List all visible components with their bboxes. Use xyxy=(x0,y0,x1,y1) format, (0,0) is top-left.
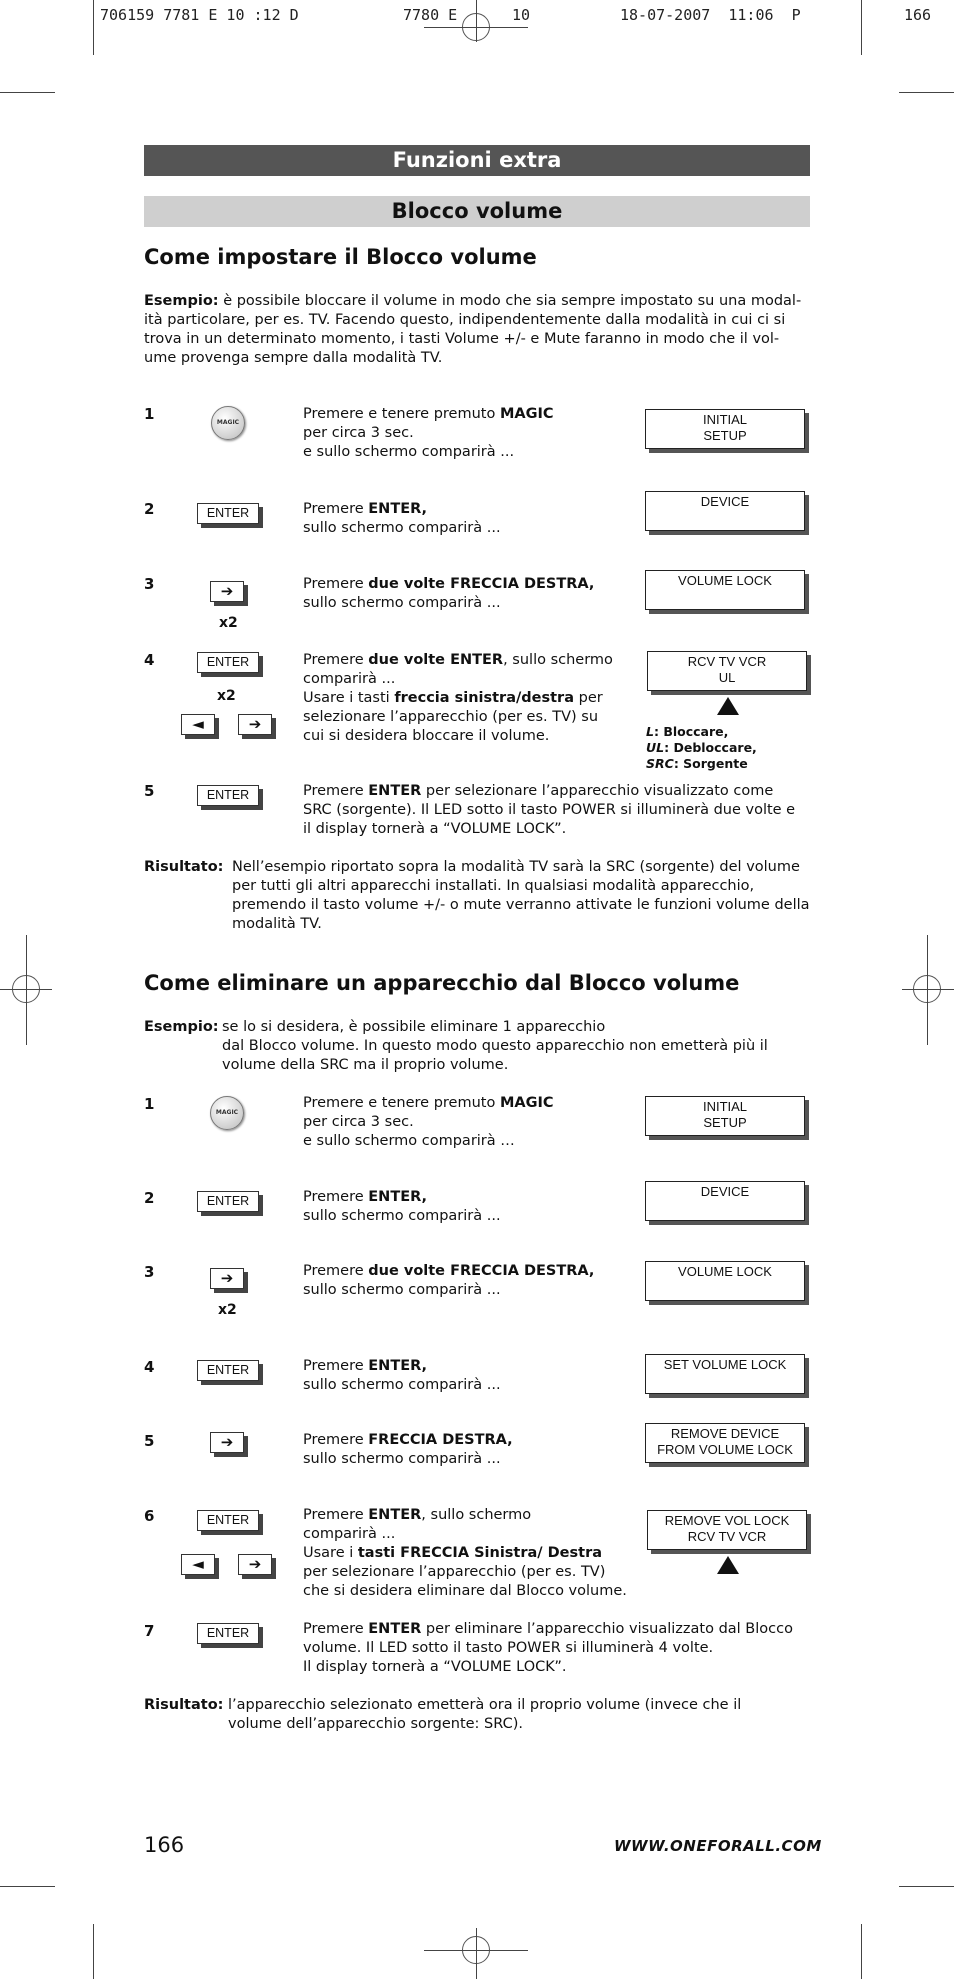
print-page: 166 xyxy=(904,6,932,24)
section-title: Funzioni extra xyxy=(144,145,810,176)
step-description: Premere due volte ENTER, sullo schermo comparirà ... Usare i tasti freccia sinistra/destra per selezionare l’apparecchio (per es. TV) su cui si desidera bloccare il volume. xyxy=(303,652,613,744)
right-arrow-icon: ➔ xyxy=(238,1554,272,1575)
step-number: 7 xyxy=(144,1622,155,1640)
lcd-display xyxy=(645,1354,805,1394)
registration-line xyxy=(26,935,27,1045)
example-line: ità particolare, per es. TV. Facendo questo, indipendentemente dalla modalità in cui ci si xyxy=(144,312,786,328)
step-number: 1 xyxy=(144,1095,155,1113)
lcd-display xyxy=(647,651,807,691)
crop-mark xyxy=(899,92,954,93)
lcd-display xyxy=(645,409,805,449)
left-arrow-icon: ◄ xyxy=(181,714,215,735)
example-line: è possibile bloccare il volume in modo che sia sempre impostato su una modal- xyxy=(223,293,802,309)
example-label: Esempio: xyxy=(144,1019,219,1035)
result-line: Nell’esempio riportato sopra la modalità TV sarà la SRC (sorgente) del volume xyxy=(232,859,800,875)
right-arrow-icon: ➔ xyxy=(210,581,244,602)
registration-line xyxy=(476,0,477,42)
print-datetime: 18-07-2007 11:06 P xyxy=(620,6,801,24)
enter-button-icon: ENTER xyxy=(197,1360,259,1381)
press-twice-label: x2 xyxy=(219,615,238,631)
subsection-title: Blocco volume xyxy=(144,196,810,227)
step-description: Premere due volte FRECCIA DESTRA, sullo schermo comparirà ... xyxy=(303,1263,595,1298)
lcd-display xyxy=(645,1423,805,1463)
legend-abbr: SRC xyxy=(646,756,674,771)
step-number: 5 xyxy=(144,1432,155,1450)
print-file-id: 7780 E xyxy=(403,6,458,24)
pointer-triangle-icon xyxy=(717,1556,739,1574)
right-arrow-icon: ➔ xyxy=(238,714,272,735)
registration-line xyxy=(476,1928,477,1979)
lcd-line: VOLUME LOCK xyxy=(678,1264,772,1279)
enter-button-icon: ENTER xyxy=(197,1191,259,1212)
print-job-id: 706159 7781 E 10 :12 D xyxy=(100,6,299,24)
lcd-line: FROM VOLUME LOCK xyxy=(657,1442,793,1457)
print-version: 10 xyxy=(512,6,531,24)
step-description: Premere e tenere premuto MAGIC per circa 3 sec. e sullo schermo comparirà ... xyxy=(303,406,554,460)
lcd-line: REMOVE VOL LOCK xyxy=(664,1513,790,1528)
press-twice-label: x2 xyxy=(217,688,236,704)
legend-abbr: L xyxy=(646,724,654,739)
result-text xyxy=(232,858,822,934)
result-line: l’apparecchio selezionato emetterà ora il proprio volume (invece che il xyxy=(228,1697,742,1713)
lcd-line: INITIAL xyxy=(702,412,748,427)
example-line: se lo si desidera, è possibile eliminare 1 apparecchio xyxy=(222,1019,606,1035)
page-number: 166 xyxy=(144,1833,185,1857)
lcd-display xyxy=(645,491,805,531)
enter-button-icon: ENTER xyxy=(197,1510,259,1531)
legend-abbr: UL xyxy=(646,740,665,755)
step-description: Premere ENTER, sullo schermo comparirà ... xyxy=(303,1358,501,1393)
right-arrow-icon: ➔ xyxy=(210,1432,244,1453)
legend-text: : Bloccare, xyxy=(653,724,729,739)
crop-mark xyxy=(861,1924,862,1979)
legend-text: : Sorgente xyxy=(673,756,748,771)
step-description: Premere due volte FRECCIA DESTRA, sullo schermo comparirà ... xyxy=(303,576,595,611)
crop-mark xyxy=(93,0,94,55)
result-line: volume dell’apparecchio sorgente: SRC). xyxy=(228,1716,523,1732)
part2-heading: Come eliminare un apparecchio dal Blocco volume xyxy=(144,971,740,995)
lcd-line: DEVICE xyxy=(700,1184,750,1199)
step-number: 5 xyxy=(144,782,155,800)
enter-button-icon: ENTER xyxy=(197,785,259,806)
crop-mark xyxy=(0,1886,55,1887)
lcd-display xyxy=(645,1096,805,1136)
example-line: ume provenga sempre dalla modalità TV. xyxy=(144,350,443,366)
step-description: Premere ENTER, sullo schermo comparirà ... xyxy=(303,501,501,536)
step-description: Premere ENTER per selezionare l’apparecchio visualizzato come SRC (sorgente). Il LED sotto il tasto POWER si illuminerà due volte e il display tornerà a “VOLUME LOCK”. xyxy=(303,783,796,837)
step-number: 4 xyxy=(144,1358,155,1376)
lcd-line: RCV TV VCR xyxy=(687,1529,767,1544)
lcd-line: DEVICE xyxy=(700,494,750,509)
registration-line xyxy=(927,935,928,1045)
crop-mark xyxy=(899,1886,954,1887)
example-line: trova in un determinato momento, i tasti Volume +/- e Mute faranno in modo che il vol- xyxy=(144,331,780,347)
lcd-line: UL xyxy=(718,670,736,685)
part1-example xyxy=(144,292,824,368)
step-description: Premere ENTER, sullo schermo comparirà ... xyxy=(303,1189,501,1224)
step-number: 3 xyxy=(144,1263,155,1281)
lcd-line: SETUP xyxy=(703,1115,747,1130)
step-number: 4 xyxy=(144,651,155,669)
result-line: per tutti gli altri apparecchi installati. In qualsiasi modalità apparecchio, xyxy=(232,878,755,894)
magic-button-icon: MAGIC xyxy=(211,406,245,440)
magic-button-icon: MAGIC xyxy=(210,1096,244,1130)
lcd-display xyxy=(647,1510,807,1550)
step-number: 6 xyxy=(144,1507,155,1525)
registration-line xyxy=(902,989,954,990)
step-number: 3 xyxy=(144,575,155,593)
enter-button-icon: ENTER xyxy=(197,503,259,524)
enter-button-icon: ENTER xyxy=(197,652,259,673)
lcd-line: VOLUME LOCK xyxy=(678,573,772,588)
step-number: 1 xyxy=(144,405,155,423)
part1-heading: Come impostare il Blocco volume xyxy=(144,245,537,269)
step-description: Premere ENTER per eliminare l’apparecchio visualizzato dal Blocco volume. Il LED sotto il tasto POWER si illuminerà 4 volte. Il display tornerà a “VOLUME LOCK”. xyxy=(303,1621,793,1675)
step-description: Premere e tenere premuto MAGIC per circa 3 sec. e sullo schermo comparirà … xyxy=(303,1095,554,1149)
lcd-display xyxy=(645,1181,805,1221)
left-arrow-icon: ◄ xyxy=(181,1554,215,1575)
part2-example xyxy=(222,1018,822,1075)
crop-mark xyxy=(93,1924,94,1979)
lcd-line: RCV TV VCR xyxy=(687,654,767,669)
website-link[interactable]: WWW.ONEFORALL.COM xyxy=(614,1837,822,1855)
result-line: premendo il tasto volume +/- o mute verranno attivate le funzioni volume della xyxy=(232,897,810,913)
crop-mark xyxy=(861,0,862,55)
result-line: modalità TV. xyxy=(232,916,322,932)
example-line: dal Blocco volume. In questo modo questo apparecchio non emetterà più il xyxy=(222,1038,768,1054)
result-label: Risultato: xyxy=(144,1697,224,1713)
step-description: Premere FRECCIA DESTRA, sullo schermo comparirà ... xyxy=(303,1432,513,1467)
right-arrow-icon: ➔ xyxy=(210,1268,244,1289)
lcd-line: REMOVE DEVICE xyxy=(670,1426,780,1441)
pointer-triangle-icon xyxy=(717,697,739,715)
result-label: Risultato: xyxy=(144,859,224,875)
lcd-line: INITIAL xyxy=(702,1099,748,1114)
lcd-line: SET VOLUME LOCK xyxy=(663,1357,787,1372)
step-number: 2 xyxy=(144,1189,155,1207)
example-label: Esempio: xyxy=(144,293,219,309)
lcd-line: SETUP xyxy=(703,428,747,443)
lcd-display xyxy=(645,1261,805,1301)
example-line: volume della SRC ma il proprio volume. xyxy=(222,1057,509,1073)
result-text xyxy=(228,1696,818,1734)
step-description: Premere ENTER, sullo schermo comparirà ... Usare i tasti FRECCIA Sinistra/ Destra per selezionare l’apparecchio (per es. TV) che si desidera eliminare dal Blocco volume. xyxy=(303,1507,627,1599)
press-twice-label: x2 xyxy=(218,1302,237,1318)
step-number: 2 xyxy=(144,500,155,518)
legend-text: : Debloccare, xyxy=(664,740,757,755)
lock-legend xyxy=(646,724,757,772)
enter-button-icon: ENTER xyxy=(197,1623,259,1644)
crop-mark xyxy=(0,92,55,93)
lcd-display xyxy=(645,570,805,610)
